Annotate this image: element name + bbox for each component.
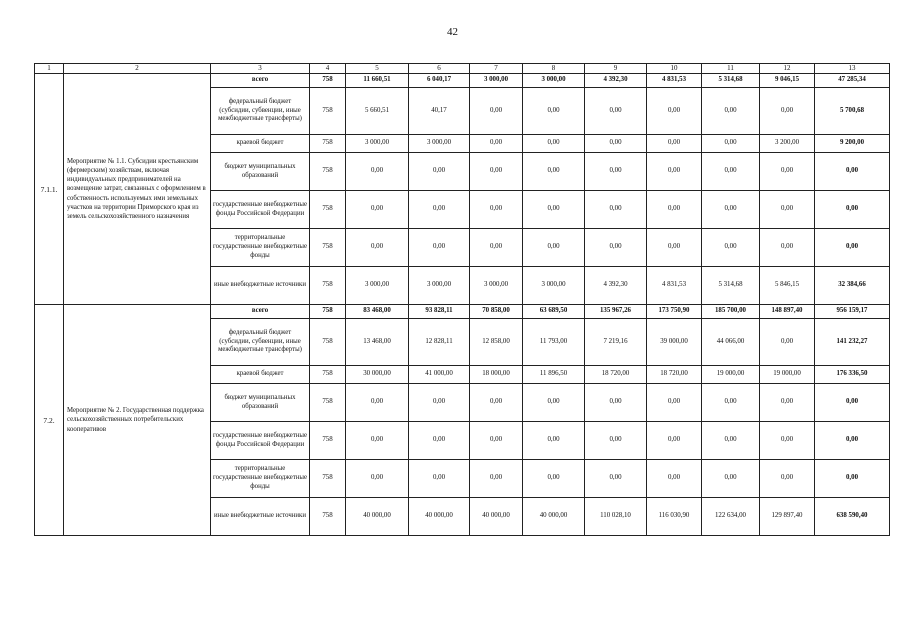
year-value: 0,00 <box>702 135 760 153</box>
year-value: 0,00 <box>760 153 815 191</box>
ministry-code: 758 <box>310 498 346 536</box>
ministry-code: 758 <box>310 135 346 153</box>
ministry-code: 758 <box>310 384 346 422</box>
year-value: 0,00 <box>409 422 470 460</box>
year-value: 0,00 <box>760 229 815 267</box>
col-header-2: 2 <box>64 64 211 74</box>
col-header-7: 7 <box>470 64 523 74</box>
total-value: 0,00 <box>815 229 890 267</box>
funding-source: иные внебюджетные источники <box>211 498 310 536</box>
ministry-code: 758 <box>310 88 346 135</box>
year-value: 116 030,90 <box>647 498 702 536</box>
table-body <box>35 74 890 536</box>
year-value: 173 750,90 <box>647 305 702 319</box>
year-value: 0,00 <box>346 229 409 267</box>
year-value: 39 000,00 <box>647 319 702 366</box>
year-value: 0,00 <box>585 135 647 153</box>
year-value: 0,00 <box>585 88 647 135</box>
col-header-4: 4 <box>310 64 346 74</box>
funding-source: федеральный бюджет (субсидии, субвенции, иные межбюджетные трансферты) <box>211 319 310 366</box>
year-value: 0,00 <box>523 229 585 267</box>
total-value: 176 336,50 <box>815 366 890 384</box>
year-value: 0,00 <box>760 319 815 366</box>
ministry-code: 758 <box>310 422 346 460</box>
year-value: 11 660,51 <box>346 74 409 88</box>
year-value: 0,00 <box>523 88 585 135</box>
year-value: 0,00 <box>470 460 523 498</box>
year-value: 0,00 <box>585 153 647 191</box>
ministry-code: 758 <box>310 74 346 88</box>
year-value: 0,00 <box>409 384 470 422</box>
year-value: 9 046,15 <box>760 74 815 88</box>
year-value: 0,00 <box>523 153 585 191</box>
year-value: 0,00 <box>585 229 647 267</box>
year-value: 0,00 <box>702 229 760 267</box>
year-value: 5 846,15 <box>760 267 815 305</box>
total-value: 0,00 <box>815 422 890 460</box>
year-value: 0,00 <box>523 135 585 153</box>
section-number: 7.2. <box>35 305 64 536</box>
year-value: 4 392,30 <box>585 74 647 88</box>
year-value: 0,00 <box>702 153 760 191</box>
year-value: 3 000,00 <box>409 135 470 153</box>
year-value: 3 000,00 <box>523 74 585 88</box>
year-value: 83 468,00 <box>346 305 409 319</box>
year-value: 0,00 <box>702 422 760 460</box>
funding-source: бюджет муниципальных образований <box>211 153 310 191</box>
year-value: 0,00 <box>409 460 470 498</box>
year-value: 0,00 <box>523 384 585 422</box>
col-header-8: 8 <box>523 64 585 74</box>
year-value: 0,00 <box>470 135 523 153</box>
year-value: 4 831,53 <box>647 267 702 305</box>
year-value: 148 897,40 <box>760 305 815 319</box>
year-value: 93 828,11 <box>409 305 470 319</box>
year-value: 0,00 <box>346 191 409 229</box>
col-header-5: 5 <box>346 64 409 74</box>
year-value: 185 700,00 <box>702 305 760 319</box>
year-value: 40 000,00 <box>470 498 523 536</box>
total-value: 32 384,66 <box>815 267 890 305</box>
funding-source: иные внебюджетные источники <box>211 267 310 305</box>
col-header-11: 11 <box>702 64 760 74</box>
budget-table <box>34 63 890 536</box>
year-value: 11 793,00 <box>523 319 585 366</box>
year-value: 0,00 <box>702 460 760 498</box>
funding-source: государственные внебюджетные фонды Российской Федерации <box>211 422 310 460</box>
total-value: 956 159,17 <box>815 305 890 319</box>
col-header-6: 6 <box>409 64 470 74</box>
year-value: 40 000,00 <box>523 498 585 536</box>
year-value: 0,00 <box>647 422 702 460</box>
year-value: 3 000,00 <box>346 267 409 305</box>
total-value: 0,00 <box>815 191 890 229</box>
year-value: 0,00 <box>585 384 647 422</box>
year-value: 0,00 <box>409 191 470 229</box>
funding-source: краевой бюджет <box>211 135 310 153</box>
year-value: 0,00 <box>647 191 702 229</box>
year-value: 0,00 <box>346 153 409 191</box>
ministry-code: 758 <box>310 229 346 267</box>
year-value: 40,17 <box>409 88 470 135</box>
total-value: 0,00 <box>815 153 890 191</box>
ministry-code: 758 <box>310 191 346 229</box>
ministry-code: 758 <box>310 153 346 191</box>
year-value: 0,00 <box>470 88 523 135</box>
year-value: 63 689,50 <box>523 305 585 319</box>
year-value: 0,00 <box>647 88 702 135</box>
year-value: 3 000,00 <box>409 267 470 305</box>
year-value: 0,00 <box>585 422 647 460</box>
year-value: 18 000,00 <box>470 366 523 384</box>
year-value: 11 896,50 <box>523 366 585 384</box>
year-value: 0,00 <box>647 460 702 498</box>
year-value: 0,00 <box>702 88 760 135</box>
column-number-row <box>35 64 890 74</box>
year-value: 0,00 <box>647 153 702 191</box>
year-value: 5 314,68 <box>702 74 760 88</box>
total-value: 9 200,00 <box>815 135 890 153</box>
year-value: 129 897,40 <box>760 498 815 536</box>
year-value: 0,00 <box>702 191 760 229</box>
year-value: 41 000,00 <box>409 366 470 384</box>
col-header-13: 13 <box>815 64 890 74</box>
year-value: 44 066,00 <box>702 319 760 366</box>
year-value: 40 000,00 <box>409 498 470 536</box>
year-value: 12 858,00 <box>470 319 523 366</box>
measure-name: Мероприятие № 2. Государственная поддержка сельскохозяйственных потребительских кооперативов <box>64 305 211 536</box>
year-value: 0,00 <box>760 460 815 498</box>
year-value: 6 040,17 <box>409 74 470 88</box>
col-header-1: 1 <box>35 64 64 74</box>
year-value: 0,00 <box>523 460 585 498</box>
year-value: 3 000,00 <box>470 74 523 88</box>
year-value: 3 000,00 <box>523 267 585 305</box>
year-value: 0,00 <box>760 384 815 422</box>
funding-source: всего <box>211 74 310 88</box>
ministry-code: 758 <box>310 460 346 498</box>
year-value: 0,00 <box>760 422 815 460</box>
funding-source: территориальные государственные внебюджетные фонды <box>211 229 310 267</box>
year-value: 122 634,00 <box>702 498 760 536</box>
year-value: 0,00 <box>760 191 815 229</box>
year-value: 7 219,16 <box>585 319 647 366</box>
ministry-code: 758 <box>310 305 346 319</box>
year-value: 0,00 <box>647 229 702 267</box>
total-value: 141 232,27 <box>815 319 890 366</box>
year-value: 3 200,00 <box>760 135 815 153</box>
year-value: 0,00 <box>346 422 409 460</box>
total-value: 0,00 <box>815 384 890 422</box>
year-value: 3 000,00 <box>470 267 523 305</box>
year-value: 12 828,11 <box>409 319 470 366</box>
year-value: 18 720,00 <box>647 366 702 384</box>
year-value: 0,00 <box>470 422 523 460</box>
col-header-9: 9 <box>585 64 647 74</box>
year-value: 0,00 <box>585 191 647 229</box>
funding-source: территориальные государственные внебюджетные фонды <box>211 460 310 498</box>
year-value: 4 392,30 <box>585 267 647 305</box>
total-value: 0,00 <box>815 460 890 498</box>
year-value: 0,00 <box>409 153 470 191</box>
year-value: 135 967,26 <box>585 305 647 319</box>
ministry-code: 758 <box>310 366 346 384</box>
total-value: 5 700,68 <box>815 88 890 135</box>
year-value: 0,00 <box>470 191 523 229</box>
funding-source: федеральный бюджет (субсидии, субвенции, иные межбюджетные трансферты) <box>211 88 310 135</box>
year-value: 0,00 <box>523 422 585 460</box>
year-value: 0,00 <box>470 153 523 191</box>
year-value: 0,00 <box>647 384 702 422</box>
total-value: 47 285,34 <box>815 74 890 88</box>
ministry-code: 758 <box>310 267 346 305</box>
year-value: 13 468,00 <box>346 319 409 366</box>
funding-source: бюджет муниципальных образований <box>211 384 310 422</box>
year-value: 40 000,00 <box>346 498 409 536</box>
funding-source: всего <box>211 305 310 319</box>
year-value: 0,00 <box>409 229 470 267</box>
year-value: 0,00 <box>523 191 585 229</box>
table-row <box>35 74 890 88</box>
year-value: 0,00 <box>647 135 702 153</box>
year-value: 70 858,00 <box>470 305 523 319</box>
year-value: 30 000,00 <box>346 366 409 384</box>
year-value: 110 028,10 <box>585 498 647 536</box>
year-value: 0,00 <box>470 384 523 422</box>
year-value: 4 831,53 <box>647 74 702 88</box>
ministry-code: 758 <box>310 319 346 366</box>
page-number: 42 <box>447 26 458 38</box>
funding-source: краевой бюджет <box>211 366 310 384</box>
year-value: 18 720,00 <box>585 366 647 384</box>
year-value: 0,00 <box>585 460 647 498</box>
table-row <box>35 305 890 319</box>
year-value: 0,00 <box>470 229 523 267</box>
year-value: 19 000,00 <box>760 366 815 384</box>
year-value: 0,00 <box>702 384 760 422</box>
total-value: 638 590,40 <box>815 498 890 536</box>
year-value: 0,00 <box>346 384 409 422</box>
funding-source: государственные внебюджетные фонды Российской Федерации <box>211 191 310 229</box>
col-header-10: 10 <box>647 64 702 74</box>
year-value: 0,00 <box>760 88 815 135</box>
year-value: 3 000,00 <box>346 135 409 153</box>
col-header-3: 3 <box>211 64 310 74</box>
year-value: 0,00 <box>346 460 409 498</box>
measure-name: Мероприятие № 1.1. Субсидии крестьянским (фермерским) хозяйствам, включая индивидуальных предпринимателей на возмещение затрат, связанных с оформлением в собственность используемых ими земельных участков на территории Приморского края из земель сельскохозяйственного назначения <box>64 74 211 305</box>
year-value: 19 000,00 <box>702 366 760 384</box>
section-number: 7.1.1. <box>35 74 64 305</box>
col-header-12: 12 <box>760 64 815 74</box>
year-value: 5 660,51 <box>346 88 409 135</box>
year-value: 5 314,68 <box>702 267 760 305</box>
